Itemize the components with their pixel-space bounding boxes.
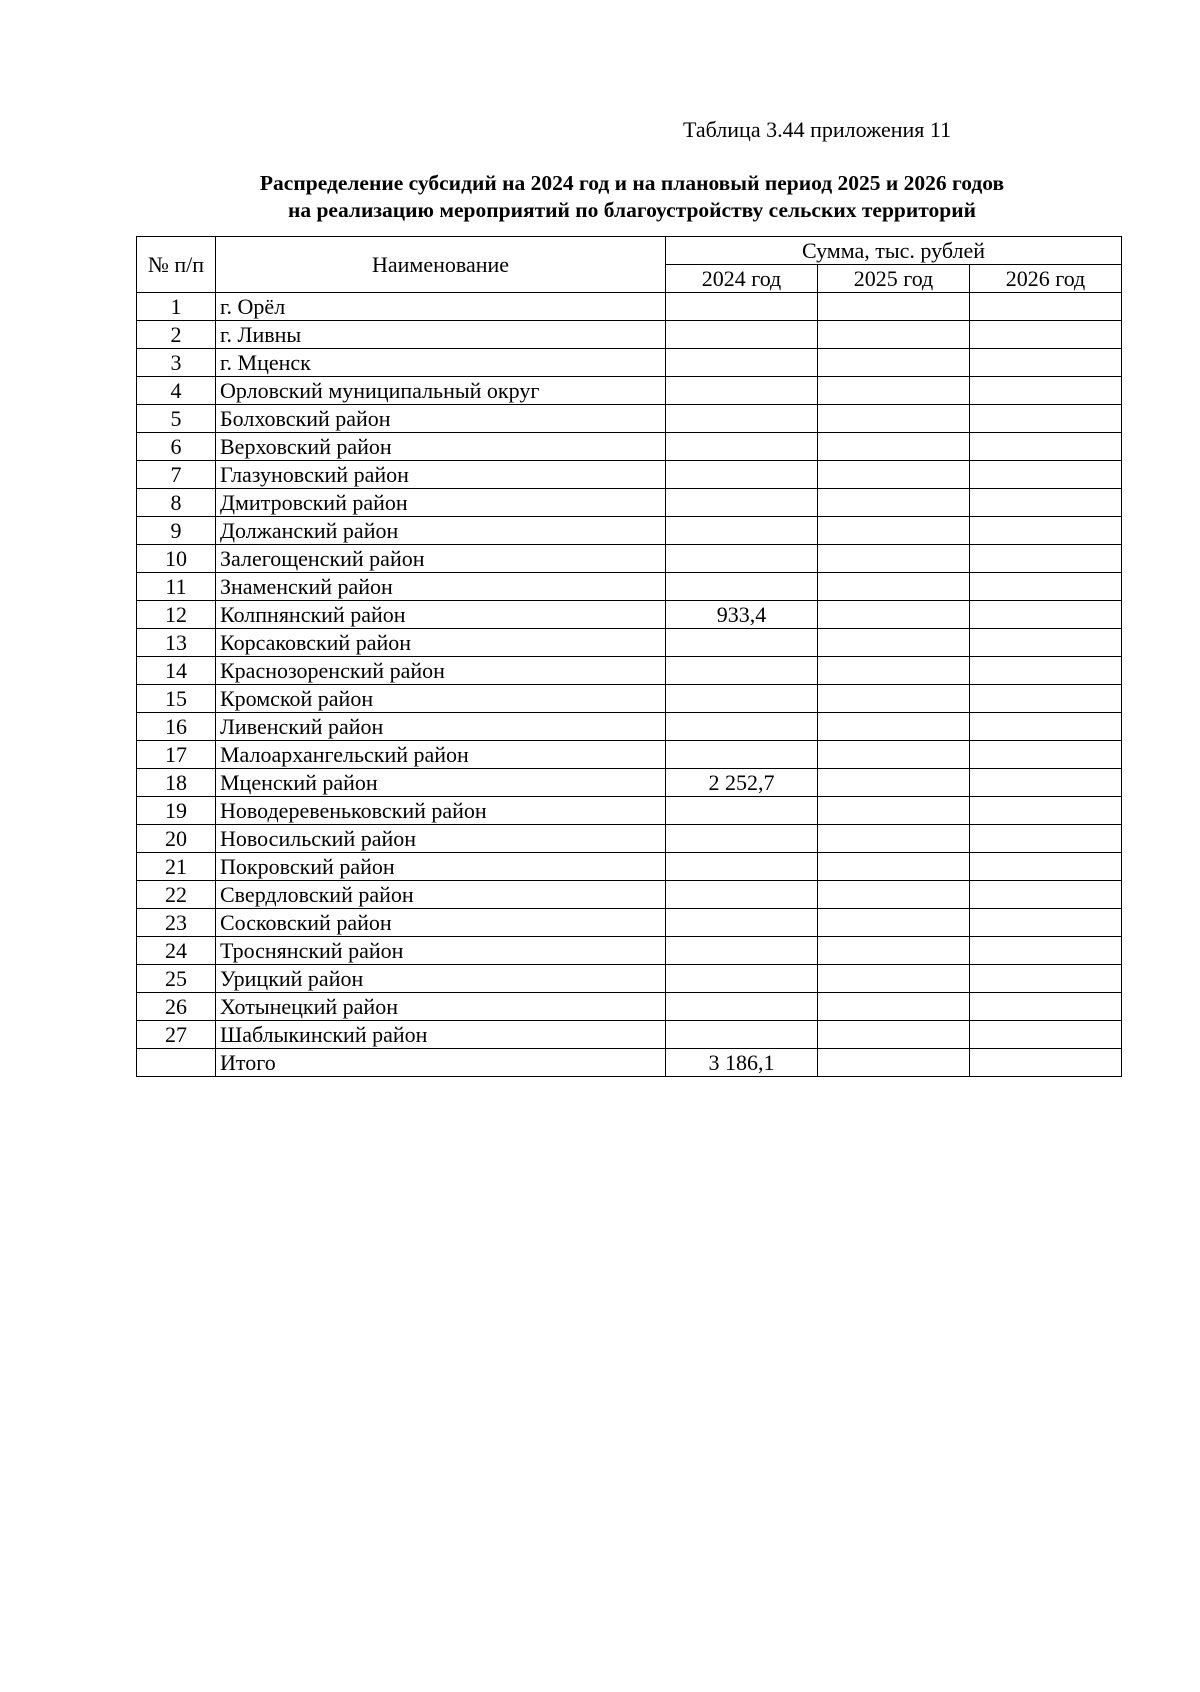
cell-num: 4 <box>137 377 216 405</box>
cell-name: Кромской район <box>216 685 666 713</box>
cell-2025 <box>818 377 970 405</box>
cell-2025 <box>818 601 970 629</box>
total-2025 <box>818 1049 970 1077</box>
cell-2026 <box>970 433 1122 461</box>
cell-2026 <box>970 657 1122 685</box>
cell-2024 <box>666 293 818 321</box>
cell-name: Троснянский район <box>216 937 666 965</box>
cell-2026 <box>970 349 1122 377</box>
cell-name: Знаменский район <box>216 573 666 601</box>
table-row <box>137 293 1122 321</box>
cell-2026 <box>970 573 1122 601</box>
cell-num: 1 <box>137 293 216 321</box>
cell-num: 5 <box>137 405 216 433</box>
cell-2026 <box>970 685 1122 713</box>
table-row <box>137 573 1122 601</box>
cell-name: Верховский район <box>216 433 666 461</box>
cell-2024 <box>666 489 818 517</box>
cell-2026 <box>970 797 1122 825</box>
table-row <box>137 993 1122 1021</box>
cell-2025 <box>818 797 970 825</box>
cell-2026 <box>970 825 1122 853</box>
cell-2025 <box>818 741 970 769</box>
cell-2024 <box>666 405 818 433</box>
cell-2024 <box>666 993 818 1021</box>
cell-2025 <box>818 881 970 909</box>
cell-name: Ливенский район <box>216 713 666 741</box>
table-row <box>137 517 1122 545</box>
cell-num: 10 <box>137 545 216 573</box>
cell-2025 <box>818 573 970 601</box>
header-sum: Сумма, тыс. рублей <box>666 237 1122 265</box>
cell-name: г. Ливны <box>216 321 666 349</box>
cell-2024 <box>666 349 818 377</box>
table-row <box>137 909 1122 937</box>
cell-2026 <box>970 405 1122 433</box>
cell-2025 <box>818 685 970 713</box>
header-year-2026: 2026 год <box>970 265 1122 293</box>
cell-2025 <box>818 965 970 993</box>
cell-name: Корсаковский район <box>216 629 666 657</box>
cell-2024: 2 252,7 <box>666 769 818 797</box>
cell-2024 <box>666 713 818 741</box>
table-row <box>137 657 1122 685</box>
cell-2024 <box>666 657 818 685</box>
table-row <box>137 545 1122 573</box>
cell-2025 <box>818 769 970 797</box>
cell-2026 <box>970 629 1122 657</box>
cell-name: Урицкий район <box>216 965 666 993</box>
cell-2025 <box>818 993 970 1021</box>
cell-num: 18 <box>137 769 216 797</box>
cell-num: 19 <box>137 797 216 825</box>
cell-name: г. Орёл <box>216 293 666 321</box>
cell-2024 <box>666 965 818 993</box>
cell-name: Болховский район <box>216 405 666 433</box>
table-row <box>137 629 1122 657</box>
cell-num: 17 <box>137 741 216 769</box>
cell-2025 <box>818 321 970 349</box>
cell-num: 13 <box>137 629 216 657</box>
cell-name: Покровский район <box>216 853 666 881</box>
cell-2024 <box>666 797 818 825</box>
cell-name: Колпнянский район <box>216 601 666 629</box>
table-row <box>137 321 1122 349</box>
table-row <box>137 405 1122 433</box>
cell-num: 16 <box>137 713 216 741</box>
cell-2026 <box>970 909 1122 937</box>
cell-name: Новодеревеньковский район <box>216 797 666 825</box>
cell-name: Малоархангельский район <box>216 741 666 769</box>
total-2024: 3 186,1 <box>666 1049 818 1077</box>
document-title <box>135 170 1129 224</box>
table-header <box>137 237 1122 293</box>
cell-name: Новосильский район <box>216 825 666 853</box>
cell-name: Шаблыкинский район <box>216 1021 666 1049</box>
cell-name: Краснозоренский район <box>216 657 666 685</box>
cell-num: 2 <box>137 321 216 349</box>
table-row <box>137 825 1122 853</box>
cell-2026 <box>970 545 1122 573</box>
cell-name: г. Мценск <box>216 349 666 377</box>
title-line-2: на реализацию мероприятий по благоустройству сельских территорий <box>287 198 977 222</box>
table-row <box>137 685 1122 713</box>
cell-name: Дмитровский район <box>216 489 666 517</box>
cell-2025 <box>818 461 970 489</box>
cell-2024 <box>666 909 818 937</box>
cell-2026 <box>970 293 1122 321</box>
cell-2025 <box>818 489 970 517</box>
cell-2025 <box>818 853 970 881</box>
cell-2026 <box>970 965 1122 993</box>
cell-num: 6 <box>137 433 216 461</box>
cell-2025 <box>818 545 970 573</box>
cell-2026 <box>970 881 1122 909</box>
table-row <box>137 1021 1122 1049</box>
cell-2024 <box>666 321 818 349</box>
cell-num: 24 <box>137 937 216 965</box>
cell-2024 <box>666 461 818 489</box>
cell-2026 <box>970 1021 1122 1049</box>
cell-num: 3 <box>137 349 216 377</box>
cell-num: 15 <box>137 685 216 713</box>
cell-2025 <box>818 909 970 937</box>
cell-2026 <box>970 937 1122 965</box>
cell-2026 <box>970 517 1122 545</box>
cell-2026 <box>970 853 1122 881</box>
table-row <box>137 937 1122 965</box>
cell-num: 23 <box>137 909 216 937</box>
table-row <box>137 853 1122 881</box>
cell-2026 <box>970 489 1122 517</box>
cell-2025 <box>818 825 970 853</box>
cell-2024 <box>666 433 818 461</box>
cell-2025 <box>818 405 970 433</box>
cell-num: 27 <box>137 1021 216 1049</box>
cell-name: Должанский район <box>216 517 666 545</box>
cell-2024 <box>666 853 818 881</box>
table-row <box>137 769 1122 797</box>
cell-num: 22 <box>137 881 216 909</box>
cell-2024 <box>666 937 818 965</box>
cell-2025 <box>818 293 970 321</box>
cell-2024 <box>666 545 818 573</box>
cell-2026 <box>970 769 1122 797</box>
cell-2025 <box>818 433 970 461</box>
cell-num: 9 <box>137 517 216 545</box>
header-row-1 <box>137 237 1122 265</box>
table-reference: Таблица 3.44 приложения 11 <box>683 117 952 142</box>
cell-num: 14 <box>137 657 216 685</box>
cell-2026 <box>970 321 1122 349</box>
table-row <box>137 713 1122 741</box>
table-row <box>137 601 1122 629</box>
cell-name: Глазуновский район <box>216 461 666 489</box>
table-row <box>137 965 1122 993</box>
cell-2026 <box>970 993 1122 1021</box>
table-body <box>137 293 1122 1077</box>
total-2026 <box>970 1049 1122 1077</box>
cell-num: 8 <box>137 489 216 517</box>
table-row <box>137 741 1122 769</box>
cell-2025 <box>818 1021 970 1049</box>
cell-2026 <box>970 741 1122 769</box>
cell-name: Хотынецкий район <box>216 993 666 1021</box>
total-num <box>137 1049 216 1077</box>
cell-num: 11 <box>137 573 216 601</box>
total-row <box>137 1049 1122 1077</box>
cell-2026 <box>970 601 1122 629</box>
table-row <box>137 377 1122 405</box>
cell-name: Свердловский район <box>216 881 666 909</box>
cell-2024 <box>666 881 818 909</box>
cell-2025 <box>818 657 970 685</box>
table-row <box>137 461 1122 489</box>
cell-name: Мценский район <box>216 769 666 797</box>
table-row <box>137 489 1122 517</box>
cell-num: 7 <box>137 461 216 489</box>
table-row <box>137 797 1122 825</box>
cell-2024 <box>666 573 818 601</box>
table-row <box>137 433 1122 461</box>
cell-2024 <box>666 825 818 853</box>
cell-2024 <box>666 629 818 657</box>
cell-2025 <box>818 937 970 965</box>
cell-2026 <box>970 377 1122 405</box>
cell-name: Залегощенский район <box>216 545 666 573</box>
cell-2025 <box>818 713 970 741</box>
cell-2024 <box>666 741 818 769</box>
cell-num: 12 <box>137 601 216 629</box>
cell-2025 <box>818 349 970 377</box>
title-line-1: Распределение субсидий на 2024 год и на плановый период 2025 и 2026 годов <box>259 171 1005 195</box>
cell-2024 <box>666 517 818 545</box>
header-name: Наименование <box>216 237 666 293</box>
header-num: № п/п <box>137 237 216 293</box>
header-year-2025: 2025 год <box>818 265 970 293</box>
cell-num: 21 <box>137 853 216 881</box>
cell-2024 <box>666 1021 818 1049</box>
cell-2024 <box>666 685 818 713</box>
cell-num: 20 <box>137 825 216 853</box>
total-label: Итого <box>216 1049 666 1077</box>
subsidy-table <box>136 236 1122 1077</box>
cell-name: Сосковский район <box>216 909 666 937</box>
header-year-2024: 2024 год <box>666 265 818 293</box>
cell-num: 25 <box>137 965 216 993</box>
cell-num: 26 <box>137 993 216 1021</box>
cell-name: Орловский муниципальный округ <box>216 377 666 405</box>
cell-2026 <box>970 461 1122 489</box>
cell-2026 <box>970 713 1122 741</box>
cell-2025 <box>818 629 970 657</box>
table-row <box>137 349 1122 377</box>
cell-2024 <box>666 377 818 405</box>
table-row <box>137 881 1122 909</box>
cell-2024: 933,4 <box>666 601 818 629</box>
cell-2025 <box>818 517 970 545</box>
